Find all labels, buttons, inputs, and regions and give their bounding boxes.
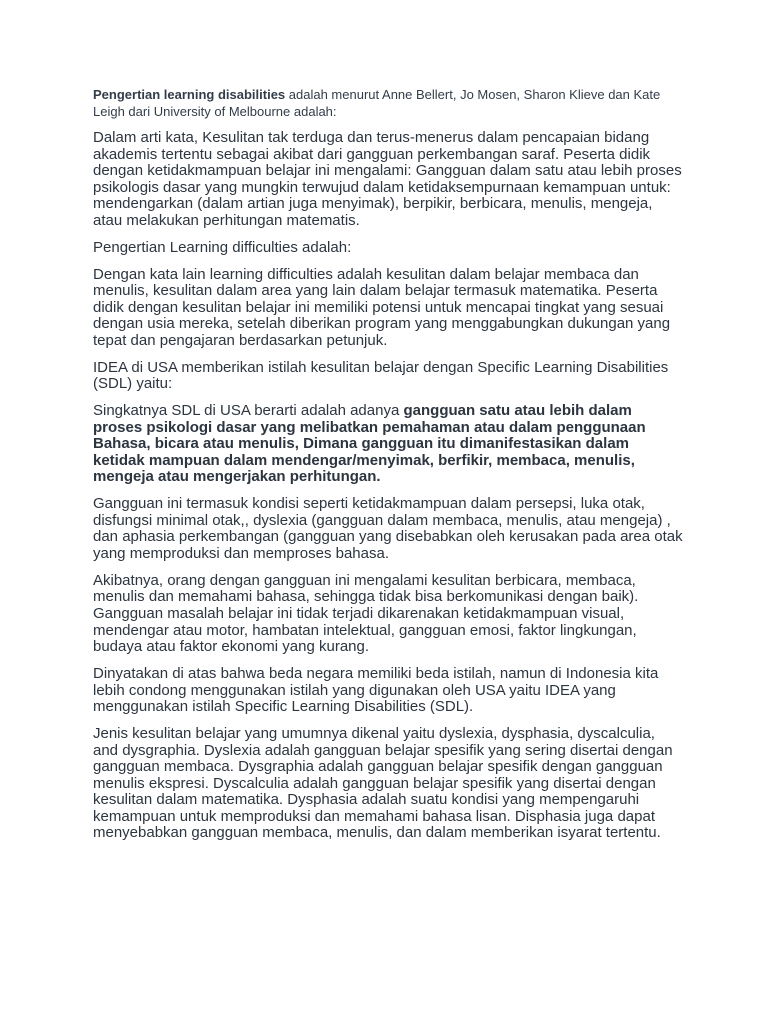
sdl-summary-bold: gangguan satu atau lebih dalam proses psikologi dasar yang melibatkan pemahaman atau dalam penggunaan Bahasa, bicara atau menulis, Dimana gangguan itu dimanifestasikan dalam ketidak mampuan dalam mendengar/menyimak, berfikir, membaca, menulis, mengeja atau mengerjakan perhitungan. bbox=[93, 402, 646, 486]
intro-heading-bold: Pengertian learning disabilities bbox=[93, 87, 286, 102]
paragraph-indonesia: Dinyatakan di atas bahwa beda negara memiliki beda istilah, namun di Indonesia kita lebih condong menggunakan istilah yang digunakan oleh USA yaitu IDEA yang menggunakan istilah Specific Learning Disabilities (SDL). bbox=[93, 664, 659, 716]
paragraph-sdl-summary bbox=[93, 403, 683, 486]
intro-text: adalah menurut Anne Bellert, Jo Mosen, Sharon Klieve dan Kate Leigh dari University of Melbourne adalah: bbox=[93, 87, 661, 119]
paragraph-idea: IDEA di USA memberikan istilah kesulitan belajar dengan Specific Learning Disabilities (SDL) yaitu: bbox=[93, 358, 669, 393]
paragraph-difficulties: Dengan kata lain learning difficulties adalah kesulitan dalam belajar membaca dan menulis, kesulitan dalam area yang lain dalam belajar termasuk matematika. Peserta didik dengan kesulitan belajar ini memiliki potensi untuk mencapai tingkat yang sesuai dengan usia mereka, setelah diberikan program yang menggabungkan dukungan yang tepat dan pengajaran berdasarkan petunjuk. bbox=[93, 265, 671, 349]
paragraph-types: Jenis kesulitan belajar yang umumnya dikenal yaitu dyslexia, dysphasia, dyscalculia, and dysgraphia. Dyslexia adalah gangguan belajar spesifik yang sering disertai dengan gangguan membaca. Dysgraphia adalah gangguan belajar spesifik dengan gangguan menulis ekspresi. Dyscalculia adalah gangguan belajar spesifik yang disertai dengan kesulitan dalam matematika. Dysphasia adalah suatu kondisi yang mempengaruhi kemampuan untuk memproduksi dan memahami bahasa lisan. Disphasia juga dapat menyebabkan gangguan membaca, menulis, dan dalam memberikan isyarat tertentu. bbox=[93, 724, 673, 842]
paragraph-conditions: Gangguan ini termasuk kondisi seperti ketidakmampuan dalam persepsi, luka otak, disfungsi minimal otak,, dyslexia (gangguan dalam membaca, menulis, atau mengeja) , dan aphasia perkembangan (gangguan yang disebabkan oleh kerusakan pada area otak yang memproduksi dan memproses bahasa. bbox=[93, 495, 683, 562]
sdl-summary-plain: Singkatnya SDL di USA berarti adalah adanya bbox=[93, 402, 404, 420]
document-page bbox=[93, 86, 683, 852]
paragraph-definition: Dalam arti kata, Kesulitan tak terduga dan terus-menerus dalam pencapaian bidang akademis tertentu sebagai akibat dari gangguan perkembangan saraf. Peserta didik dengan ketidakmampuan belajar ini mengalami: Gangguan dalam satu atau lebih proses psikologis dasar yang mungkin terwujud dalam ketidaksempurnaan kemampuan untuk: mendengarkan (dalam artian juga menyimak), berpikir, berbicara, menulis, mengeja, atau melakukan perhitungan matematis. bbox=[93, 129, 682, 229]
paragraph-consequences: Akibatnya, orang dengan gangguan ini mengalami kesulitan berbicara, membaca, menulis dan memahami bahasa, sehingga tidak bisa berkomunikasi dengan baik). Gangguan masalah belajar ini tidak terjadi dikarenakan ketidakmampuan visual, mendengar atau motor, hambatan intelektual, gangguan emosi, faktor lingkungan, budaya atau faktor ekonomi yang kurang. bbox=[93, 571, 639, 656]
intro-paragraph bbox=[93, 86, 683, 120]
paragraph-difficulties-heading: Pengertian Learning difficulties adalah: bbox=[93, 238, 352, 256]
